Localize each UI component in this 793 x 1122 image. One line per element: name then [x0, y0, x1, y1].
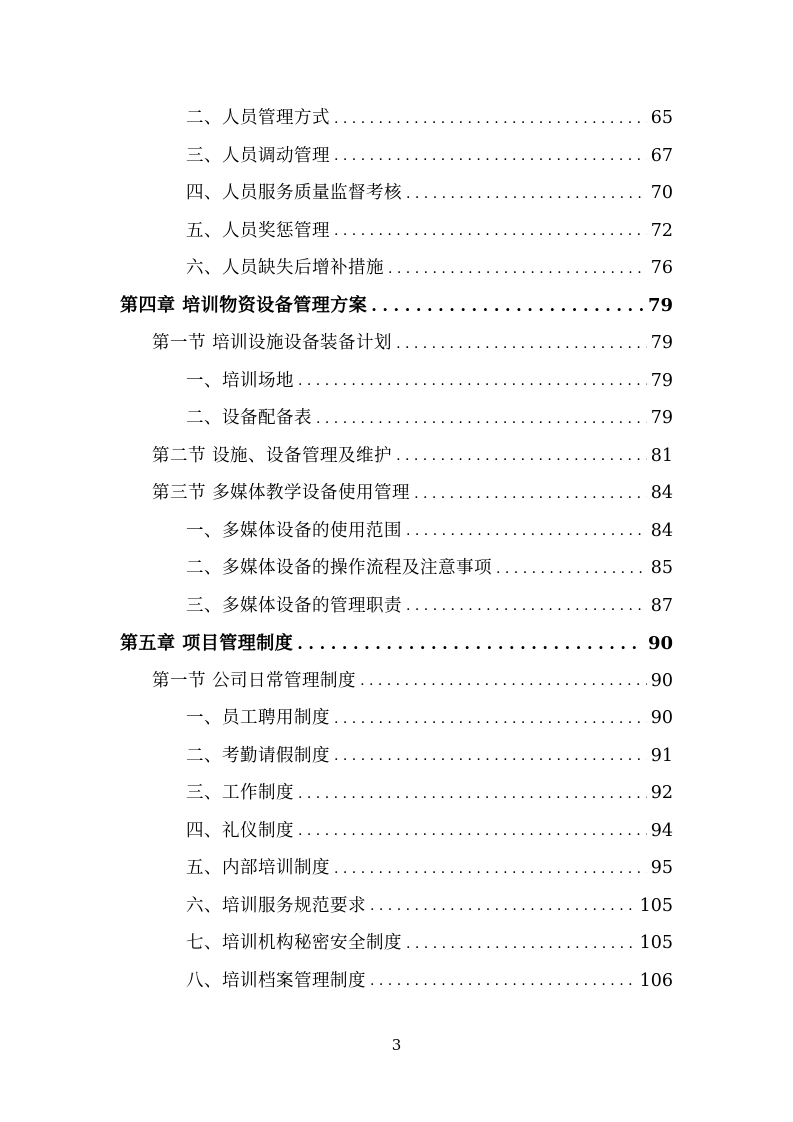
toc-entry-item[interactable] — [0, 738, 793, 776]
toc-dot-leader — [334, 749, 647, 763]
toc-dot-leader — [334, 712, 647, 726]
toc-entry-title: 一、培训场地 — [186, 370, 294, 391]
toc-dot-leader — [334, 149, 647, 163]
toc-entry-item[interactable] — [0, 100, 793, 138]
toc-dot-leader — [406, 937, 636, 951]
table-of-contents — [0, 100, 793, 1000]
toc-entry-item[interactable] — [0, 925, 793, 963]
toc-entry-page: 90 — [647, 632, 673, 654]
toc-entry-item[interactable] — [0, 400, 793, 438]
toc-entry-item[interactable] — [0, 250, 793, 288]
toc-dot-leader — [298, 374, 647, 388]
toc-entry-page: 90 — [650, 708, 673, 728]
toc-dot-leader — [360, 674, 647, 688]
toc-entry-page: 81 — [650, 445, 673, 466]
toc-entry-title: 第一节 公司日常管理制度 — [152, 670, 357, 691]
toc-entry-page: 90 — [650, 670, 673, 691]
toc-entry-title: 六、人员缺失后增补措施 — [186, 258, 384, 278]
toc-entry-title: 六、培训服务规范要求 — [186, 895, 366, 916]
toc-entry-page: 79 — [647, 295, 673, 317]
toc-entry-page: 84 — [650, 520, 673, 541]
toc-dot-leader — [298, 787, 647, 801]
toc-entry-title: 第五章 项目管理制度 — [120, 632, 294, 654]
toc-entry-page: 91 — [650, 745, 673, 766]
toc-dot-leader — [297, 636, 644, 652]
toc-entry-item[interactable] — [0, 813, 793, 851]
toc-dot-leader — [406, 599, 647, 613]
toc-dot-leader — [370, 899, 636, 913]
toc-dot-leader — [406, 187, 647, 201]
toc-entry-item[interactable] — [0, 850, 793, 888]
toc-dot-leader — [388, 262, 647, 276]
toc-dot-leader — [334, 224, 647, 238]
toc-dot-leader — [334, 862, 647, 876]
toc-entry-item[interactable] — [0, 175, 793, 213]
toc-entry-item[interactable] — [0, 888, 793, 926]
toc-entry-section[interactable] — [0, 475, 793, 513]
toc-entry-section[interactable] — [0, 663, 793, 701]
toc-entry-page: 76 — [650, 258, 673, 278]
toc-entry-title: 三、多媒体设备的管理职责 — [186, 595, 402, 616]
toc-entry-title: 四、礼仪制度 — [186, 820, 294, 841]
toc-dot-leader — [414, 487, 647, 501]
toc-entry-page: 105 — [639, 933, 673, 953]
toc-entry-page: 105 — [639, 895, 673, 916]
toc-entry-page: 79 — [650, 333, 673, 353]
toc-dot-leader — [316, 412, 647, 426]
toc-entry-page: 65 — [650, 108, 673, 128]
toc-dot-leader — [406, 524, 647, 538]
toc-entry-page: 106 — [639, 970, 673, 991]
toc-entry-title: 第二节 设施、设备管理及维护 — [152, 445, 393, 466]
toc-entry-title: 第一节 培训设施设备装备计划 — [152, 333, 393, 353]
toc-entry-title: 三、工作制度 — [186, 783, 294, 803]
toc-dot-leader — [370, 974, 636, 988]
toc-entry-page: 79 — [650, 408, 673, 428]
toc-entry-title: 三、人员调动管理 — [186, 145, 330, 166]
toc-entry-title: 一、多媒体设备的使用范围 — [186, 520, 402, 541]
toc-entry-title: 二、多媒体设备的操作流程及注意事项 — [186, 558, 492, 578]
toc-entry-title: 五、内部培训制度 — [186, 858, 330, 878]
toc-entry-page: 70 — [650, 183, 673, 203]
toc-entry-page: 92 — [650, 783, 673, 803]
toc-dot-leader — [334, 112, 647, 126]
toc-entry-page: 85 — [650, 558, 673, 578]
toc-entry-title: 一、员工聘用制度 — [186, 708, 330, 728]
toc-entry-title: 八、培训档案管理制度 — [186, 970, 366, 991]
toc-entry-chapter[interactable] — [0, 288, 793, 326]
toc-entry-title: 七、培训机构秘密安全制度 — [186, 933, 402, 953]
page-number: 3 — [391, 1036, 402, 1054]
toc-dot-leader — [496, 562, 647, 576]
toc-entry-page: 94 — [650, 820, 673, 841]
toc-dot-leader — [396, 449, 647, 463]
toc-entry-section[interactable] — [0, 438, 793, 476]
toc-entry-item[interactable] — [0, 588, 793, 626]
toc-entry-page: 87 — [650, 595, 673, 616]
toc-dot-leader — [371, 298, 644, 314]
toc-entry-item[interactable] — [0, 363, 793, 401]
toc-entry-page: 79 — [650, 370, 673, 391]
toc-entry-item[interactable] — [0, 775, 793, 813]
toc-entry-title: 五、人员奖惩管理 — [186, 220, 330, 241]
toc-entry-section[interactable] — [0, 325, 793, 363]
toc-entry-item[interactable] — [0, 213, 793, 251]
toc-entry-item[interactable] — [0, 138, 793, 176]
toc-entry-title: 二、考勤请假制度 — [186, 745, 330, 766]
toc-entry-title: 第三节 多媒体教学设备使用管理 — [152, 483, 411, 503]
toc-entry-item[interactable] — [0, 700, 793, 738]
toc-entry-item[interactable] — [0, 513, 793, 551]
toc-entry-title: 二、人员管理方式 — [186, 108, 330, 128]
toc-entry-chapter[interactable] — [0, 625, 793, 663]
toc-entry-item[interactable] — [0, 550, 793, 588]
toc-entry-page: 72 — [650, 220, 673, 241]
toc-dot-leader — [396, 337, 647, 351]
toc-entry-page: 95 — [650, 858, 673, 878]
toc-dot-leader — [298, 824, 647, 838]
toc-entry-title: 四、人员服务质量监督考核 — [186, 183, 402, 203]
toc-entry-page: 84 — [650, 483, 673, 503]
toc-entry-title: 第四章 培训物资设备管理方案 — [120, 295, 368, 317]
toc-entry-page: 67 — [650, 145, 673, 166]
toc-entry-title: 二、设备配备表 — [186, 408, 312, 428]
toc-entry-item[interactable] — [0, 963, 793, 1001]
